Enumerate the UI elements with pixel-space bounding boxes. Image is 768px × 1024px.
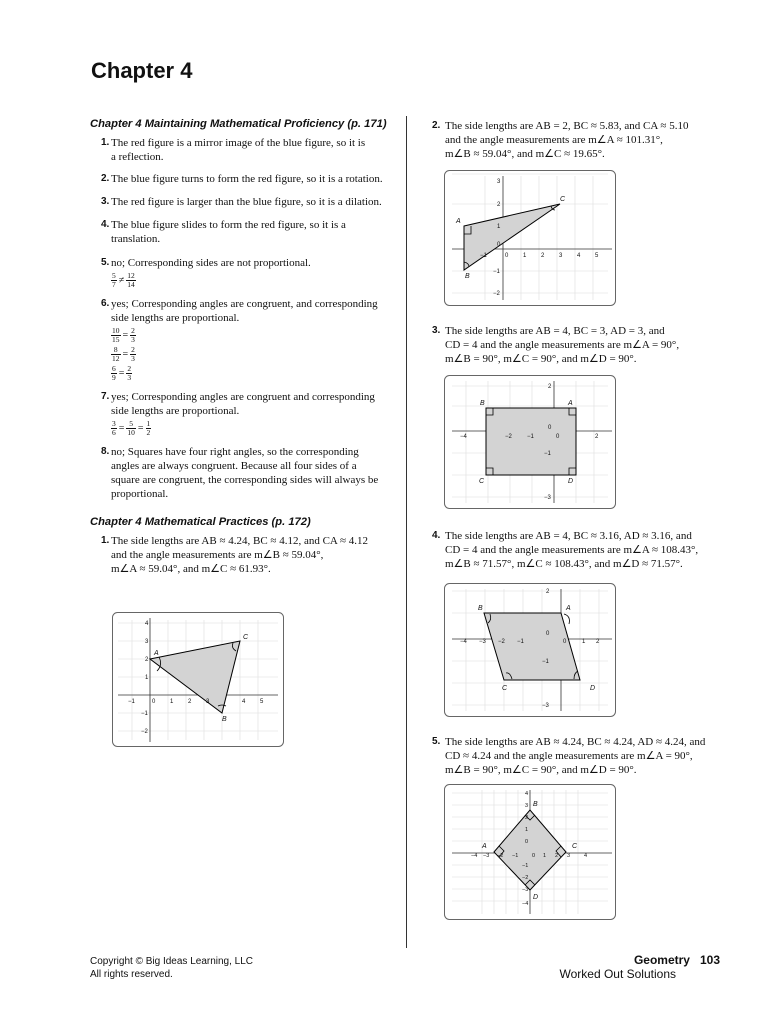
svg-text:−1: −1 — [141, 711, 148, 717]
svg-text:1: 1 — [523, 253, 527, 259]
svg-text:−1: −1 — [522, 863, 529, 869]
svg-text:−1: −1 — [517, 639, 524, 645]
answer-item: 3. The side lengths are AB = 4, BC = 3, AD = 3, and CD = 4 and the angle measurements are m∠A = 90°, m∠B = 90°, m∠C = 90°, and m∠D = 90°. — [432, 325, 680, 365]
svg-text:−2: −2 — [141, 729, 148, 735]
answer-item: 8. no; Squares have four right angles, so the corresponding angles are always congruent. Because all four sides of a square are congruent, the corresponding sides will always be proportional. — [101, 446, 379, 500]
left-column — [90, 117, 395, 584]
answer-item: 1. The red figure is a mirror image of the blue figure, so it is a reflection. — [101, 137, 366, 163]
svg-text:B: B — [222, 716, 227, 723]
svg-text:C: C — [572, 843, 578, 850]
svg-text:−1: −1 — [128, 699, 135, 705]
svg-text:1: 1 — [582, 639, 586, 645]
svg-text:−4: −4 — [460, 434, 467, 440]
svg-text:2: 2 — [497, 202, 501, 208]
section-heading: Chapter 4 Maintaining Mathematical Proficiency (p. 171) — [90, 118, 387, 130]
svg-text:−3: −3 — [522, 887, 529, 893]
svg-text:−4: −4 — [522, 901, 529, 907]
svg-text:3: 3 — [567, 853, 571, 859]
coordinate-graph-4 — [444, 583, 616, 717]
svg-text:A: A — [566, 605, 571, 612]
fraction-expression: $\frac{3}{6}$ = $\frac{5}{10}$ = $\frac{1}{2}$ — [112, 419, 151, 437]
svg-text:−1: −1 — [542, 659, 549, 665]
coordinate-graph-5 — [444, 784, 616, 920]
svg-text:4: 4 — [584, 853, 588, 859]
svg-text:−2: −2 — [522, 875, 529, 881]
svg-text:B: B — [478, 605, 483, 612]
svg-text:3: 3 — [497, 179, 501, 185]
svg-text:−4: −4 — [460, 639, 467, 645]
svg-text:3: 3 — [559, 253, 563, 259]
fraction-expression: $\frac{8}{12}$ = $\frac{2}{3}$ — [112, 345, 135, 363]
svg-text:2: 2 — [188, 699, 192, 705]
svg-text:−1: −1 — [527, 434, 534, 440]
svg-text:−3: −3 — [483, 853, 490, 859]
svg-text:−1: −1 — [480, 253, 487, 259]
fraction-expression: $\frac{5}{7}$ ≠ $\frac{12}{14}$ — [112, 271, 135, 289]
svg-text:4: 4 — [525, 791, 529, 797]
svg-text:C: C — [502, 685, 508, 692]
svg-text:−2: −2 — [505, 434, 512, 440]
svg-text:D: D — [533, 894, 539, 901]
svg-text:−3: −3 — [479, 639, 486, 645]
svg-text:2: 2 — [596, 639, 600, 645]
coordinate-graph-1 — [112, 612, 284, 747]
svg-text:0: 0 — [546, 631, 550, 637]
svg-text:0: 0 — [152, 699, 156, 705]
page-number: 103 — [699, 953, 720, 967]
copyright-footer: Copyright © Big Ideas Learning, LLC All rights reserved. — [90, 956, 254, 980]
fraction-expression: $\frac{6}{9}$ = $\frac{2}{3}$ — [112, 364, 132, 382]
svg-text:−2: −2 — [493, 291, 500, 297]
right-column-block-4 — [430, 529, 730, 579]
right-column — [430, 119, 730, 169]
svg-text:2: 2 — [546, 589, 550, 595]
svg-text:3: 3 — [145, 639, 149, 645]
answer-item: 5. The side lengths are AB ≈ 4.24, BC ≈ 4.24, AD ≈ 4.24, and CD ≈ 4.24 and the angle measurements are m∠A = 90°, m∠B = 90°, m∠C = 90°, and m∠D = 90°. — [432, 736, 706, 776]
svg-text:4: 4 — [242, 699, 246, 705]
svg-text:A: A — [456, 218, 461, 225]
svg-text:1: 1 — [543, 853, 547, 859]
answer-item: 5. no; Corresponding sides are not proportional. $\frac{5}{7}$ ≠ $\frac{12}{14}$ — [90, 256, 395, 289]
svg-text:3: 3 — [525, 803, 529, 809]
rectangle-abcd — [486, 408, 576, 475]
svg-text:−3: −3 — [542, 703, 549, 709]
svg-text:0: 0 — [556, 434, 560, 440]
answer-item: 4. The blue figure slides to form the red figure, so it is a translation. — [101, 219, 346, 245]
svg-text:D: D — [568, 478, 574, 485]
svg-text:A: A — [568, 400, 573, 407]
svg-text:B: B — [465, 273, 470, 280]
chapter-title: Chapter 4 — [91, 58, 193, 83]
svg-text:C: C — [243, 634, 249, 641]
svg-text:−2: −2 — [497, 853, 504, 859]
svg-text:C: C — [560, 196, 566, 203]
svg-text:1: 1 — [145, 675, 149, 681]
svg-text:−1: −1 — [544, 451, 551, 457]
coordinate-graph-2 — [444, 170, 616, 306]
book-footer: Geometry 103 Worked Out Solutions — [559, 953, 720, 981]
answer-item: 3. The red figure is larger than the blue figure, so it is a dilation. — [101, 196, 382, 208]
section-heading: Chapter 4 Mathematical Practices (p. 172) — [90, 516, 311, 528]
svg-text:1: 1 — [497, 224, 501, 230]
svg-text:0: 0 — [525, 839, 529, 845]
answer-item: 2. The side lengths are AB = 2, BC ≈ 5.83, and CA ≈ 5.10 and the angle measurements are m∠A ≈ 101.31°, m∠B ≈ 59.04°, and m∠C ≈ 19.65°. — [432, 120, 689, 160]
fraction-expression: $\frac{10}{15}$ = $\frac{2}{3}$ — [112, 326, 135, 344]
svg-text:C: C — [479, 478, 485, 485]
svg-text:0: 0 — [505, 253, 509, 259]
svg-text:−3: −3 — [544, 495, 551, 501]
answer-item: 6. yes; Corresponding angles are congruent, and corresponding side lengths are proportional. $\frac{10}{15}$ = $\frac{2}{3}$ $\frac{8}{12}$ = $\frac{2}{3}$ $\frac{6}{9}$ = $\frac{2}{3}$ — [90, 297, 395, 382]
svg-text:4: 4 — [145, 621, 149, 627]
svg-text:0: 0 — [563, 639, 567, 645]
svg-text:0: 0 — [497, 242, 501, 248]
svg-text:5: 5 — [595, 253, 599, 259]
svg-text:2: 2 — [548, 384, 552, 390]
svg-text:−1: −1 — [512, 853, 519, 859]
svg-text:2: 2 — [555, 853, 559, 859]
right-column-block-3 — [430, 324, 730, 374]
svg-text:−4: −4 — [471, 853, 478, 859]
svg-text:4: 4 — [577, 253, 581, 259]
answer-item: 4. The side lengths are AB = 4, BC ≈ 3.16, AD ≈ 3.16, and CD = 4 and the angle measurements are m∠A ≈ 108.43°, m∠B ≈ 71.57°, m∠C ≈ 108.43°, and m∠D ≈ 71.57°. — [432, 530, 699, 570]
svg-text:2: 2 — [541, 253, 545, 259]
svg-text:B: B — [533, 801, 538, 808]
svg-text:2: 2 — [145, 657, 149, 663]
right-column-block-5 — [430, 735, 730, 785]
svg-text:A: A — [154, 650, 159, 657]
svg-text:D: D — [590, 685, 596, 692]
coordinate-graph-3 — [444, 375, 616, 509]
column-divider — [406, 116, 407, 948]
svg-text:−2: −2 — [498, 639, 505, 645]
svg-text:0: 0 — [548, 425, 552, 431]
svg-text:1: 1 — [170, 699, 174, 705]
svg-text:B: B — [480, 400, 485, 407]
svg-text:A: A — [482, 843, 487, 850]
svg-text:1: 1 — [525, 827, 529, 833]
answer-item: 1. The side lengths are AB ≈ 4.24, BC ≈ 4.12, and CA ≈ 4.12 and the angle measurements are m∠B ≈ 59.04°, m∠A ≈ 59.04°, and m∠C ≈ 61.93°. — [101, 535, 369, 575]
answer-item: 7. yes; Corresponding angles are congruent and corresponding side lengths are proportional. $\frac{3}{6}$ = $\frac{5}{10}$ = $\frac{1}{2}$ — [90, 390, 395, 437]
svg-text:2: 2 — [525, 815, 529, 821]
svg-text:0: 0 — [532, 853, 536, 859]
svg-text:5: 5 — [260, 699, 264, 705]
svg-text:−1: −1 — [493, 269, 500, 275]
svg-text:3: 3 — [206, 699, 210, 705]
svg-text:2: 2 — [595, 434, 599, 440]
answer-item: 2. The blue figure turns to form the red figure, so it is a rotation. — [101, 173, 383, 185]
